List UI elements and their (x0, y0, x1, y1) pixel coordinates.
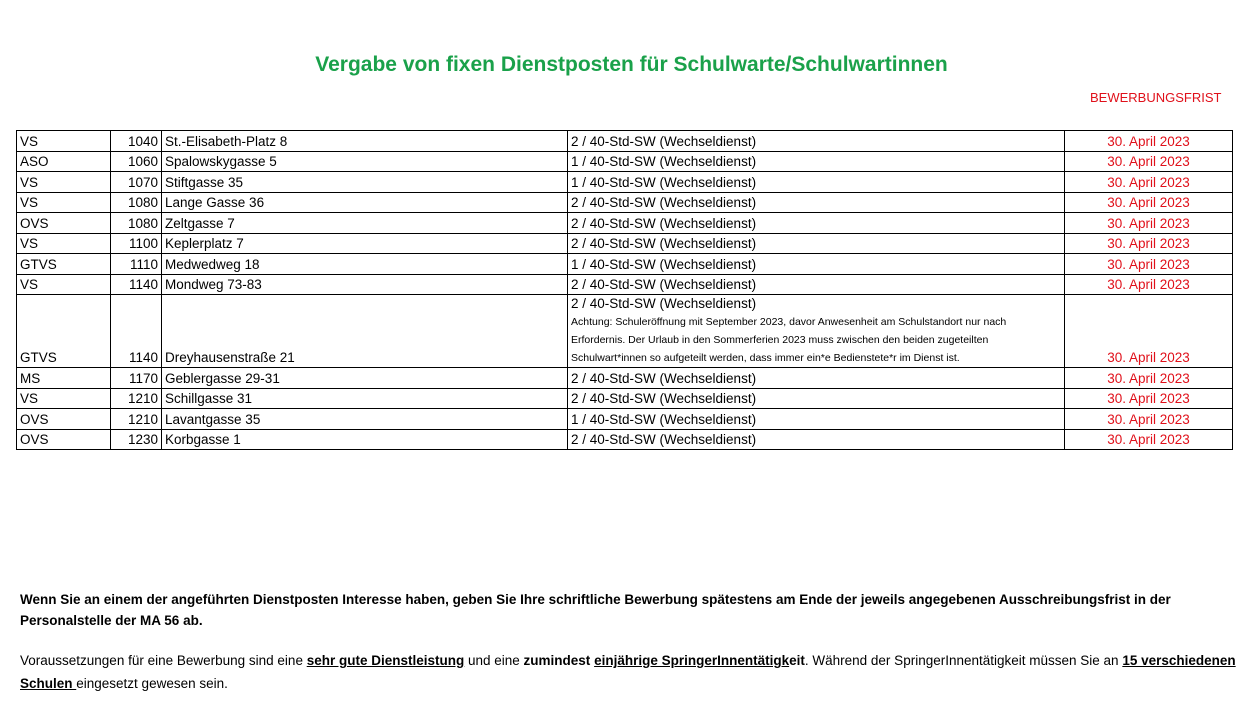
deadline-header: BEWERBUNGSFRIST (1090, 90, 1222, 105)
req-service: sehr gute Dienstleistung (306, 653, 465, 668)
table-row (17, 274, 1233, 295)
deadline-cell: 30. April 2023 (1065, 368, 1233, 389)
positions-table (16, 130, 1233, 450)
school-type-cell: VS (17, 192, 111, 213)
table-row (17, 233, 1233, 254)
address-cell: Lavantgasse 35 (162, 409, 568, 430)
address-cell: Dreyhausenstraße 21 (162, 295, 568, 368)
application-instructions: Wenn Sie an einem der angeführten Dienstposten Interesse haben, geben Sie Ihre schriftliche Bewerbung spätestens am Ende der jeweils angegebenen Ausschreibungsfrist in der Personalstelle der MA 56 ab. (20, 592, 1171, 628)
table-row (17, 409, 1233, 430)
school-type-cell: VS (17, 172, 111, 193)
address-cell: Stiftgasse 35 (162, 172, 568, 193)
position-cell: 2 / 40-Std-SW (Wechseldienst) (568, 388, 1065, 409)
table-row (17, 254, 1233, 275)
district-cell: 1210 (111, 409, 162, 430)
deadline-cell: 30. April 2023 (1065, 274, 1233, 295)
page-title: Vergabe von fixen Dienstposten für Schulwarte/Schulwartinnen (315, 53, 948, 76)
school-type-cell: VS (17, 274, 111, 295)
position-cell: 1 / 40-Std-SW (Wechseldienst) (568, 172, 1065, 193)
address-cell: St.-Elisabeth-Platz 8 (162, 131, 568, 152)
table-row (17, 368, 1233, 389)
district-cell: 1040 (111, 131, 162, 152)
table-row (17, 131, 1233, 152)
req-schools: 15 verschiedenen Schulen (20, 653, 1236, 691)
address-cell: Zeltgasse 7 (162, 213, 568, 234)
address-cell: Geblergasse 29-31 (162, 368, 568, 389)
position-cell: 2 / 40-Std-SW (Wechseldienst) (568, 213, 1065, 234)
school-type-cell: MS (17, 368, 111, 389)
district-cell: 1230 (111, 429, 162, 450)
address-cell: Korbgasse 1 (162, 429, 568, 450)
position-text: 2 / 40-Std-SW (Wechseldienst) (571, 296, 757, 311)
district-cell: 1070 (111, 172, 162, 193)
deadline-cell: 30. April 2023 (1065, 192, 1233, 213)
address-cell: Lange Gasse 36 (162, 192, 568, 213)
school-type-cell: OVS (17, 429, 111, 450)
position-cell: 1 / 40-Std-SW (Wechseldienst) (568, 254, 1065, 275)
req-text: Voraussetzungen für eine Bewerbung sind eine (20, 653, 307, 668)
district-cell: 1080 (111, 192, 162, 213)
deadline-cell: 30. April 2023 (1065, 213, 1233, 234)
deadline-cell: 30. April 2023 (1065, 151, 1233, 172)
school-type-cell: VS (17, 388, 111, 409)
deadline-cell: 30. April 2023 (1065, 388, 1233, 409)
position-cell: 2 / 40-Std-SW (Wechseldienst) (568, 274, 1065, 295)
position-cell: 2 / 40-Std-SW (Wechseldienst) (568, 429, 1065, 450)
position-cell: 2 / 40-Std-SW (Wechseldienst) (568, 131, 1065, 152)
district-cell: 1140 (111, 295, 162, 368)
school-type-cell: GTVS (17, 295, 111, 368)
district-cell: 1080 (111, 213, 162, 234)
table-row (17, 172, 1233, 193)
req-text: eit (789, 653, 805, 668)
position-note: Achtung: Schuleröffnung mit September 2023, davor Anwesenheit am Schulstandort nur nach Erfordernis. Der Urlaub in den Sommerferien 2023 muss zwischen den beiden zugeteilten Schulwart*innen so aufgeteilt werden, dass immer ein*e Bedienstete*r im Dienst ist. (571, 316, 1007, 364)
table-row (17, 429, 1233, 450)
district-cell: 1210 (111, 388, 162, 409)
deadline-cell: 30. April 2023 (1065, 295, 1233, 368)
school-type-cell: ASO (17, 151, 111, 172)
district-cell: 1110 (111, 254, 162, 275)
address-cell: Mondweg 73-83 (162, 274, 568, 295)
address-cell: Medwedweg 18 (162, 254, 568, 275)
deadline-cell: 30. April 2023 (1065, 254, 1233, 275)
position-cell: 2 / 40-Std-SW (Wechseldienst) (568, 192, 1065, 213)
deadline-cell: 30. April 2023 (1065, 233, 1233, 254)
req-text: . Während der SpringerInnentätigkeit müssen Sie an (804, 653, 1123, 668)
address-cell: Spalowskygasse 5 (162, 151, 568, 172)
address-cell: Schillgasse 31 (162, 388, 568, 409)
table-row (17, 295, 1233, 368)
deadline-cell: 30. April 2023 (1065, 172, 1233, 193)
position-cell: 1 / 40-Std-SW (Wechseldienst) (568, 409, 1065, 430)
table-row (17, 151, 1233, 172)
school-type-cell: VS (17, 233, 111, 254)
address-cell: Keplerplatz 7 (162, 233, 568, 254)
position-cell: 2 / 40-Std-SW (Wechseldienst) (568, 368, 1065, 389)
req-text: zumindest (523, 653, 591, 668)
school-type-cell: VS (17, 131, 111, 152)
position-cell: 2 / 40-Std-SW (Wechseldienst) (568, 233, 1065, 254)
requirements-paragraph (20, 649, 1245, 695)
deadline-cell: 30. April 2023 (1065, 131, 1233, 152)
position-cell (568, 295, 1065, 368)
req-text: und eine (464, 653, 524, 668)
position-cell: 1 / 40-Std-SW (Wechseldienst) (568, 151, 1065, 172)
district-cell: 1060 (111, 151, 162, 172)
table-row (17, 388, 1233, 409)
district-cell: 1140 (111, 274, 162, 295)
deadline-cell: 30. April 2023 (1065, 429, 1233, 450)
table-row (17, 213, 1233, 234)
table-row (17, 192, 1233, 213)
req-text: eingesetzt gewesen sein. (76, 676, 228, 691)
req-experience: einjährige SpringerInnentätigk (594, 653, 790, 668)
school-type-cell: GTVS (17, 254, 111, 275)
school-type-cell: OVS (17, 213, 111, 234)
district-cell: 1170 (111, 368, 162, 389)
deadline-cell: 30. April 2023 (1065, 409, 1233, 430)
school-type-cell: OVS (17, 409, 111, 430)
district-cell: 1100 (111, 233, 162, 254)
